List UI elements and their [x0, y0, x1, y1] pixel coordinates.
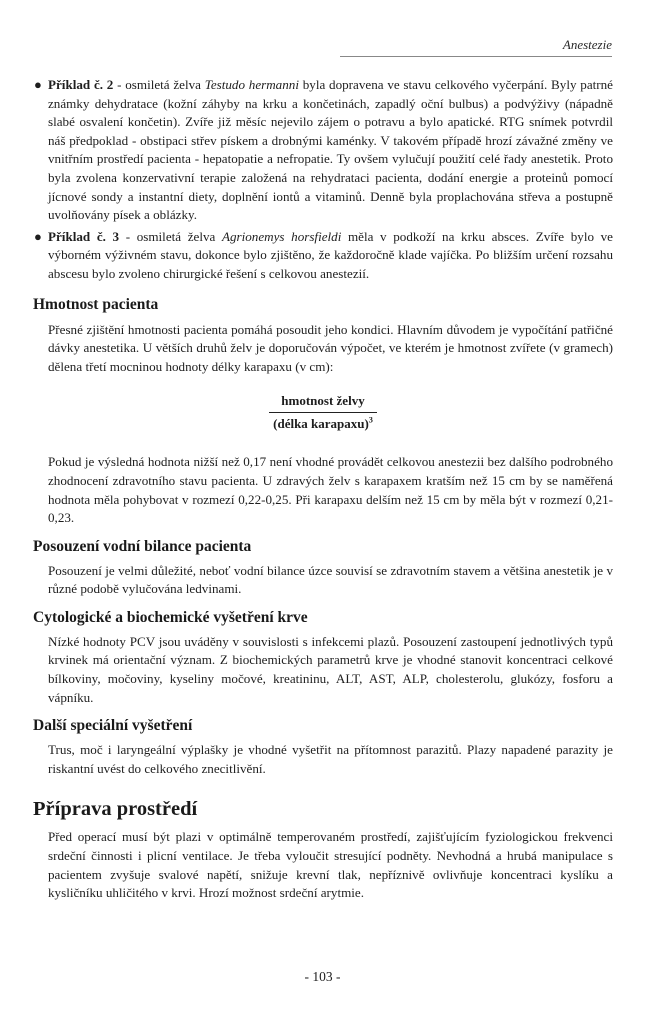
weight-formula — [33, 393, 613, 432]
water-paragraph: Posouzení je velmi důležité, neboť vodní bilance úzce souvisí se zdravotním stavem a většina anestetik je v různé podobě vylučována ledvinami. — [48, 562, 613, 597]
section-heading-weight: Hmotnost pacienta — [33, 295, 159, 313]
page-number: - 103 - — [304, 969, 341, 984]
example-prefix: - osmiletá želva — [119, 228, 222, 244]
page-content — [33, 76, 613, 903]
example-item-3 — [33, 228, 613, 284]
weight-intro-paragraph: Přesné zjištění hmotnosti pacienta pomáhá posoudit jeho kondici. Hlavním důvodem je vypočítání patřičné dávky anestetika. U větších druhů želv je doporučován výpočet, ve kterém je hmotnost zvířete (v gramech) dělena třetí mocninou hodnoty délky karapaxu (v cm): — [48, 321, 613, 374]
example-label: Příklad č. 2 — [48, 77, 114, 92]
example-label: Příklad č. 3 — [48, 228, 120, 244]
bullet-icon: ● — [34, 228, 42, 244]
section-heading-environment: Příprava prostředí — [33, 798, 198, 821]
special-paragraph: Trus, moč i laryngeální výplašky je vhodné vyšetřit na přítomnost parazitů. Plazy napadené parazity je riskantní uvést do celkového znecitlivění. — [48, 742, 613, 776]
formula-numerator: hmotnost želvy — [269, 393, 377, 413]
example-list — [33, 76, 613, 284]
example-text: byla dopravena ve stavu celkového vyčerpání. Byly patrné známky dehydratace (kožní záhyby na krku a končetinách, zapadlý oční bulbus) a podvýživy (nápadně slabé osvalení končetin). Zvíře již měsíc nejevilo zájem o potravu a bylo apatické. RTG snímek potvrdil náš předpoklad - obstipaci střev pískem a drobnými kaménky. V takovém případě hrozí závažné změny ve vnitřním prostředí pacienta - hepatopatie a nefropatie. Ty ovšem vylučují použití celé řady anestetik. Proto byla zvolena konzervativní terapie založená na rehydrataci pacienta, dodání energie a proteinů pomocí jícnové sondy a instantní diety, doplnění iontů a vitaminů. Denně byla proplachována střeva a postupně uvolňovány písek a oblázky. — [48, 77, 613, 223]
formula-exponent: 3 — [368, 415, 373, 425]
formula-denominator — [269, 413, 377, 432]
example-text: měla v podkoží na krku absces. Zvíře bylo ve výborném výživném stavu, dokonce bylo zjištěno, že každoročně klade vajíčka. Po bližším určení rozsahu abscesu bylo zvoleno chirurgické řešení s celkovou anestezií. — [48, 228, 613, 281]
weight-after-paragraph: Pokud je výsledná hodnota nižší než 0,17 není vhodné provádět celkovou anestezii bez dalšího podrobného zhodnocení zdravotního stavu pacienta. U zdravých želv s karapaxem kratším než 15 cm by se naměřená hodnota měla pohybovat v rozmezí 0,22-0,25. Při karapaxu delším než 15 cm by měla být v rozmezí 0,21-0,23. — [48, 454, 613, 526]
formula-denominator-text: (délka karapaxu) — [273, 416, 369, 432]
section-heading-cytology: Cytologické a biochemické vyšetření krve — [33, 608, 308, 626]
environment-paragraph: Před operací musí být plazi v optimálně temperovaném prostředí, zajišťujícím fyziologickou frekvenci srdeční činnosti i plicní ventilace. Je třeba vyloučit stresující podněty. Nevhodná a hrubá manipulace s pacientem zvyšuje svalové napětí, snižuje krevní tlak, nepříznivě ovlivňuje koncentraci kyslíku a kysličníku uhličitého v krvi. Hrozí možnost srdeční arytmie. — [48, 829, 613, 901]
species-name: Agrionemys horsfieldi — [221, 228, 342, 244]
running-header: Anestezie — [562, 37, 612, 52]
section-heading-special: Další speciální vyšetření — [33, 717, 193, 735]
section-heading-water: Posouzení vodní bilance pacienta — [33, 537, 252, 555]
bullet-icon: ● — [34, 77, 42, 92]
species-name: Testudo hermanni — [204, 77, 299, 92]
example-prefix: - osmiletá želva — [113, 77, 205, 92]
formula-fraction — [269, 393, 377, 432]
example-item-2 — [33, 76, 613, 225]
header-rule — [340, 56, 612, 57]
cytology-paragraph: Nízké hodnoty PCV jsou uváděny v souvislosti s infekcemi plazů. Posouzení zastoupení jednotlivých typů krvinek má orientační význam. Z biochemických parametrů krve je vhodné stanovit koncentraci celkové bílkoviny, močoviny, kyseliny močové, kreatininu, ALT, AST, ALP, cholesterolu, glukózy, fosforu a vápníku. — [48, 633, 613, 705]
